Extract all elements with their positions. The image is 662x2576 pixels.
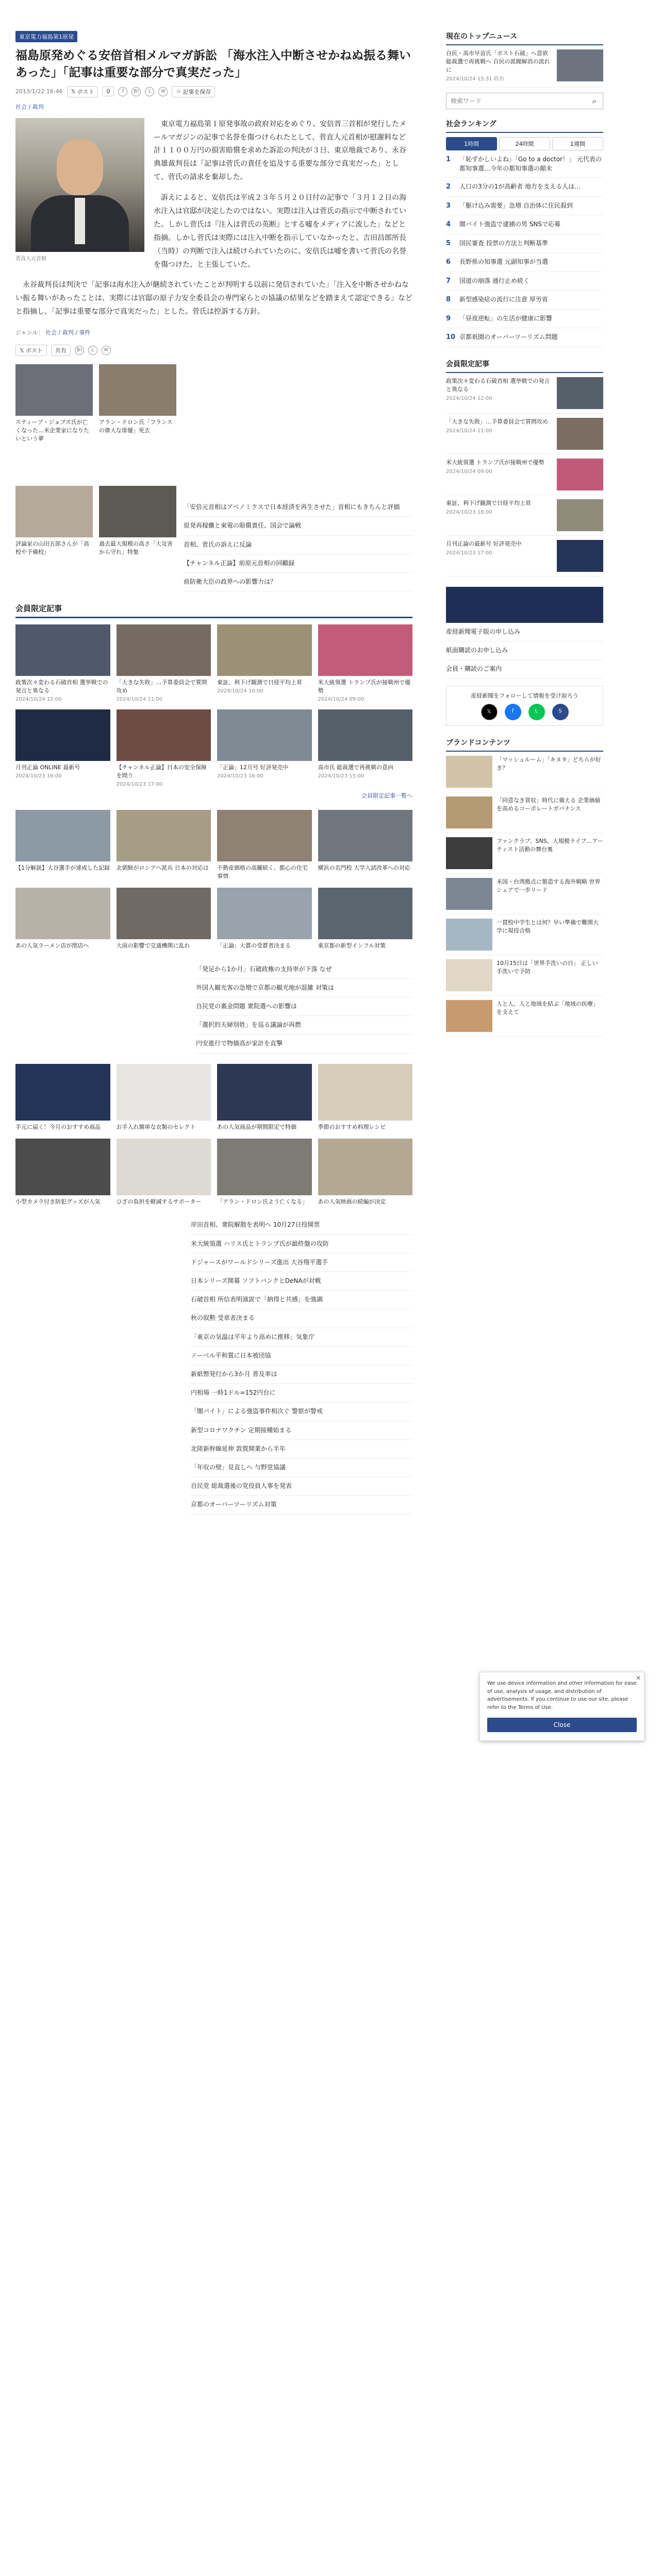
bottom-share-row bbox=[15, 345, 412, 356]
brand-card[interactable]: 「マッシュルーム」「キヌタ」どちらが好き？ bbox=[446, 752, 603, 792]
card-thumbnail bbox=[15, 709, 110, 761]
mail-icon[interactable]: ✉ bbox=[158, 87, 168, 96]
card-thumbnail bbox=[318, 1064, 413, 1121]
text-link[interactable]: 外国人観光客の急増で京都の観光地が混雑 対策は bbox=[196, 979, 412, 997]
follow-icons bbox=[452, 704, 598, 720]
ranking-heading: 社会ランキング bbox=[446, 118, 603, 133]
card-thumbnail bbox=[217, 1139, 312, 1195]
topnews-card[interactable]: 自民・高市早苗氏「ポスト石破」へ意欲 総裁選で再挑戦へ 自民の派閥解消の流れに 2024/10/24 15:31 政治 bbox=[446, 45, 603, 88]
text-link[interactable]: 石破首相 所信表明演説で「納得と共感」を強調 bbox=[191, 1291, 412, 1309]
text-link[interactable]: 「発足から1か月」石破政権の支持率が下落 なぜ bbox=[196, 960, 412, 979]
news-card[interactable]: 不動産価格の高騰続く、都心の住宅事情 bbox=[217, 810, 312, 880]
tab-1hour[interactable]: 1時間 bbox=[446, 137, 497, 150]
article-photo bbox=[15, 118, 144, 262]
shop-card[interactable]: 手元に届く！今月のおすすめ商品 bbox=[15, 1064, 110, 1131]
x-icon[interactable]: 𝕏 bbox=[481, 704, 498, 720]
ranking-item[interactable]: 10 京都祇園のオーバーツーリズム問題 bbox=[446, 328, 603, 347]
news-card[interactable]: あの人気ラーメン店が閉店へ bbox=[15, 888, 110, 950]
text-link[interactable]: 日本シリーズ開幕 ソフトバンクとDeNAが対戦 bbox=[191, 1272, 412, 1291]
text-link[interactable]: ノーベル平和賞に日本被団協 bbox=[191, 1347, 412, 1365]
ranking-item[interactable]: 1 「恥ずかしいよね」「Go to a doctor！」 元代表の都知事選…今年の都知事選の顛末 bbox=[446, 150, 603, 178]
related-block bbox=[15, 364, 412, 591]
brand-card[interactable]: ファンクラブ、SNS、大規模ライブ…アーティスト活動の舞台裏 bbox=[446, 833, 603, 874]
text-link[interactable]: 「東京の気温は平年より高めに推移」気象庁 bbox=[191, 1328, 412, 1347]
shop-card[interactable]: あの人気商品が期間限定で特価 bbox=[217, 1064, 312, 1131]
photo-card[interactable]: 評論家の山田五郎さんが「高校や予備校」 bbox=[15, 486, 93, 592]
card-thumbnail bbox=[99, 364, 176, 416]
card-thumbnail bbox=[446, 1000, 492, 1032]
article-paragraph: 訴えによると、安倍氏は平成２３年５月２０日付の記事で「３月１２日の海水注入は官邸が決定したのではない。実際は注入は菅氏の指示で中断されていた。しかし菅氏は『注入は菅氏の英断』とする嘘をメディアに流した」などと指摘。しかし菅氏は実際には注入中断を指示していなかったと、吉田昌郎所長（当時）の判断で注入は続けられていたのに、安倍氏は嘘を書いて菅氏の名誉を傷つけた、と主張していた。 bbox=[154, 194, 406, 269]
service-links bbox=[446, 623, 603, 679]
text-link[interactable]: 岸田首相、衆院解散を表明へ 10月27日投開票 bbox=[191, 1216, 412, 1234]
card-thumbnail bbox=[557, 49, 603, 81]
members-heading: 会員限定記事 bbox=[446, 359, 603, 373]
post-button-bottom[interactable]: 𝕏 ポスト bbox=[15, 345, 47, 356]
recommend-card[interactable]: 高市氏 総裁選で再挑戦の意向 2024/10/23 15:00 bbox=[318, 709, 413, 787]
shop-card[interactable]: ひざの負担を軽減するサポーター bbox=[117, 1139, 211, 1206]
ranking-item[interactable]: 2 人口の3分の1が高齢者 地方を支える人は… bbox=[446, 178, 603, 197]
line-icon[interactable]: L bbox=[145, 87, 154, 96]
recommend-card[interactable]: 米大統領選 トランプ氏が接戦州で優勢 2024/10/24 09:00 bbox=[318, 624, 413, 702]
recommend-card[interactable]: 東証、利下げ観測で日経平均上昇 2024/10/24 10:00 bbox=[217, 624, 312, 702]
card-thumbnail bbox=[318, 1139, 413, 1195]
card-thumbnail bbox=[217, 709, 312, 761]
card-thumbnail bbox=[557, 540, 603, 572]
card-thumbnail bbox=[557, 418, 603, 450]
facebook-icon[interactable]: f bbox=[505, 704, 521, 720]
brand-card[interactable]: 人と人、人と地域を結ぶ「地域の医療」を支えて bbox=[446, 996, 603, 1037]
text-link[interactable]: 京都のオーバーツーリズム対策 bbox=[191, 1496, 412, 1514]
text-link[interactable]: 自民党の裏金問題 衆院選への影響は bbox=[196, 997, 412, 1016]
brand-card[interactable]: 10月15日は「世界手洗いの日」 正しい手洗いで予防 bbox=[446, 955, 603, 996]
shop-card[interactable]: あの人気映画の続編が決定 bbox=[318, 1139, 413, 1206]
card-thumbnail bbox=[446, 919, 492, 951]
recommend-card[interactable]: 「大きな失敗」…予算委員会で質問攻め 2024/10/24 11:00 bbox=[117, 624, 211, 702]
card-thumbnail bbox=[557, 459, 603, 490]
recommend-grid-2 bbox=[15, 810, 412, 950]
card-thumbnail bbox=[318, 810, 413, 861]
main-column bbox=[15, 31, 412, 1514]
members-card[interactable]: 政策次々変わる石破首相 選挙戦での発言と異なる 2024/10/24 12:00 bbox=[446, 373, 603, 414]
text-link[interactable]: 首相、菅氏の訴えに反論 bbox=[184, 536, 412, 554]
article-title: 福島原発めぐる安倍首相メルマガ訴訟 「海水注入中断させかねぬ振る舞いあった」「記事は重要な部分で真実だった」 bbox=[15, 49, 411, 80]
members-card[interactable]: 東証、利下げ観測で日経平均上昇 2024/10/23 18:00 bbox=[446, 495, 603, 536]
share-count: 0 bbox=[102, 87, 114, 96]
ranking-item[interactable]: 6 長野県の知事選 元副知事が当選 bbox=[446, 253, 603, 272]
article-paragraph: 永谷裁判長は判決で「記事は海水注入が継続されていたことが判明する以前に発信されていた」「注入を中断させかねない振る舞いがあったことは、実際には官邸の原子力安全委員会の専門家らとの協議の結果などを踏まえて認定できる」などと指摘し、「記事は重要な部分で真実だった」とした。菅氏は控訴する方針。 bbox=[15, 281, 412, 316]
service-link[interactable]: 紙面購読のお申し込み bbox=[446, 641, 603, 660]
article-date: 2013/1/22 16:46 bbox=[15, 88, 63, 95]
card-thumbnail bbox=[446, 796, 492, 828]
brand-card[interactable]: 一貫校中学生とは何？早い準備で難関大学に現役合格 bbox=[446, 914, 603, 955]
text-link[interactable]: 新紙幣発行から3か月 普及率は bbox=[191, 1365, 412, 1384]
cookie-close-button[interactable]: Close bbox=[487, 1718, 637, 1732]
hatena-icon[interactable]: B! bbox=[131, 87, 141, 96]
recommend-card[interactable]: 政策次々変わる石破首相 選挙戦での発言と異なる 2024/10/24 12:00 bbox=[15, 624, 110, 702]
card-thumbnail bbox=[318, 624, 413, 676]
shop-card[interactable]: 「アラン・ドロン氏よう亡くなる」 bbox=[217, 1139, 312, 1206]
card-thumbnail bbox=[117, 709, 211, 761]
ranking-tabs bbox=[446, 137, 603, 150]
brand-card[interactable]: 「同意なき買収」時代に備える 企業価値を高めるコーポレートガバナンス bbox=[446, 792, 603, 833]
recommend-card[interactable]: 月刊正論 ONLINE 最新号 2024/10/23 18:00 bbox=[15, 709, 110, 787]
text-link[interactable]: 自民党 総裁選後の党役員人事を発表 bbox=[191, 1477, 412, 1496]
text-link[interactable]: 「選択的夫婦別姓」を巡る議論が再燃 bbox=[196, 1016, 412, 1035]
members-card[interactable]: 月刊正論の最新号 好評発売中 2024/10/23 17:00 bbox=[446, 536, 603, 577]
card-thumbnail bbox=[318, 888, 413, 939]
brand-heading: ブランドコンテンツ bbox=[446, 737, 603, 752]
x-icon: 𝕏 bbox=[71, 88, 76, 95]
genre-links[interactable]: 社会 / 裁判 / 事件 bbox=[45, 329, 91, 336]
card-thumbnail bbox=[15, 1064, 110, 1121]
bookmark-icon: ☆ bbox=[176, 88, 181, 95]
hatena-icon[interactable]: B! bbox=[75, 346, 84, 355]
news-card[interactable]: 北朝鮮がロシアへ派兵 日本の対応は bbox=[117, 810, 211, 880]
text-link[interactable]: 北陸新幹線延伸 敦賀開業から半年 bbox=[191, 1440, 412, 1459]
text-link[interactable]: 前防衛大臣の政界への影響力は？ bbox=[184, 573, 412, 591]
follow-box bbox=[446, 686, 603, 726]
portrait-image bbox=[15, 118, 144, 252]
card-thumbnail bbox=[117, 1064, 211, 1121]
tab-1week[interactable]: 1週間 bbox=[552, 137, 603, 150]
card-thumbnail bbox=[318, 709, 413, 761]
news-card[interactable]: 大雨の影響で交通機関に乱れ bbox=[117, 888, 211, 950]
photo-card[interactable]: スティーブ・ジョブズ氏が亡くなった…米企業家になりたいという夢 bbox=[15, 364, 93, 478]
genre-row: ジャンル： 社会 / 裁判 / 事件 bbox=[15, 329, 91, 336]
service-link[interactable]: 会員・購読のご案内 bbox=[446, 660, 603, 679]
article-breadcrumb[interactable]: 社会 / 裁判 bbox=[15, 103, 44, 110]
related-text-links bbox=[184, 364, 412, 591]
search-icon[interactable]: ⌕ bbox=[592, 96, 597, 106]
card-thumbnail bbox=[15, 888, 110, 939]
text-link[interactable]: 円安進行で物価高が家計を直撃 bbox=[196, 1035, 412, 1053]
ranking-item[interactable]: 5 国民審査 投票の方法と判断基準 bbox=[446, 234, 603, 253]
brand-card[interactable]: 米国・台湾拠点に製造する海外戦略 世界シェアで一歩リード bbox=[446, 874, 603, 914]
bookmark-button[interactable]: ☆ 記事を保存 bbox=[172, 86, 215, 97]
photo-card[interactable]: 過去最大規模の高さ「大災害から守れ」特集 bbox=[99, 486, 176, 592]
cookie-notice bbox=[479, 1672, 644, 1741]
tab-24hours[interactable]: 24時間 bbox=[499, 137, 550, 150]
search-input[interactable] bbox=[446, 93, 586, 109]
photo-card[interactable]: アラン・ドロン氏「フランスの偉大な俳優」死去 bbox=[99, 364, 176, 478]
line-icon[interactable]: L bbox=[88, 346, 97, 355]
category-tag[interactable]: 東京電力福島第1原発 bbox=[15, 31, 77, 42]
ranking-item[interactable]: 9 「昼夜逆転」の生活が健康に影響 bbox=[446, 310, 603, 329]
shop-grid bbox=[15, 1064, 412, 1206]
card-thumbnail bbox=[117, 888, 211, 939]
card-thumbnail bbox=[446, 878, 492, 910]
app-icon[interactable]: S bbox=[552, 704, 569, 720]
card-thumbnail bbox=[15, 364, 93, 416]
sidebar bbox=[446, 31, 603, 1037]
text-link[interactable]: ドジャースがワールドシリーズ進出 大谷翔平選手 bbox=[191, 1253, 412, 1272]
news-card[interactable]: 「正論」大賞の受賞者決まる bbox=[217, 888, 312, 950]
text-link[interactable]: 「安倍元首相はアベノミクスで日本経済を再生させた」首相にもきちんと評価 bbox=[184, 498, 412, 517]
follow-text: 産経新聞をフォローして情報を受け取ろう bbox=[471, 692, 578, 700]
line-icon[interactable]: L bbox=[528, 704, 545, 720]
text-link[interactable]: 円相場 一時1ドル=152円台に bbox=[191, 1384, 412, 1402]
ranking-item[interactable]: 3 「駆け込み需要」急増 自治体に住民殺到 bbox=[446, 197, 603, 216]
text-link[interactable]: 【チャンネル正論】前原元首相の回顧録 bbox=[184, 554, 412, 573]
text-link[interactable]: 新型コロナワクチン 定期接種始まる bbox=[191, 1421, 412, 1440]
recommend-grid bbox=[15, 624, 412, 787]
card-thumbnail bbox=[446, 837, 492, 869]
topnews-heading: 現在のトップニュース bbox=[446, 31, 603, 45]
members-card[interactable]: 「大きな失敗」…予算委員会で質問攻め 2024/10/24 11:00 bbox=[446, 414, 603, 454]
card-thumbnail bbox=[15, 810, 110, 861]
members-card[interactable]: 米大統領選 トランプ氏が接戦州で優勢 2024/10/24 09:00 bbox=[446, 454, 603, 495]
article-paragraph: 東京電力福島第１原発事故の政府対応をめぐり、安倍晋三首相が発行したメールマガジンの記事で名誉を傷つけられたとして、菅直人元首相が慰謝料など計１１００万円の損害賠償を求めた訴訟の判決が３日、東京地裁であり、永谷典雄裁判長は「記事は菅氏の責任を追及する重要な部分で真実だった」として、菅氏の請求を棄却した。 bbox=[154, 120, 406, 182]
text-link[interactable]: 原発再稼働と東電の賠償責任、国会で論戦 bbox=[184, 517, 412, 535]
close-icon[interactable]: ✕ bbox=[635, 1674, 641, 1682]
mail-icon[interactable]: ✉ bbox=[102, 346, 111, 355]
card-thumbnail bbox=[217, 624, 312, 676]
shop-card[interactable]: 季節のおすすめ料理レシピ bbox=[318, 1064, 413, 1131]
card-thumbnail bbox=[15, 1139, 110, 1195]
cookie-text: We use device information and other information for ease of use, analysis of usage, and distribution of advertisements. If you continue to use our site, please refer to the Terms of Use. bbox=[487, 1681, 637, 1710]
ranking-item[interactable]: 4 闇バイト強盗で逮捕の男 SNSで応募 bbox=[446, 215, 603, 234]
sankei-banner[interactable] bbox=[446, 587, 603, 623]
photo-caption: 菅直人元首相 bbox=[15, 256, 46, 262]
card-thumbnail bbox=[446, 959, 492, 991]
card-thumbnail bbox=[557, 377, 603, 409]
text-link[interactable]: 米大統領選 ハリス氏とトランプ氏が最終盤の攻防 bbox=[191, 1235, 412, 1253]
card-thumbnail bbox=[217, 888, 312, 939]
card-thumbnail bbox=[99, 486, 176, 537]
card-thumbnail bbox=[217, 810, 312, 861]
card-thumbnail bbox=[117, 624, 211, 676]
long-link-list bbox=[191, 1216, 412, 1514]
card-thumbnail bbox=[117, 810, 211, 861]
recommend-heading: 会員限定記事 bbox=[15, 603, 412, 618]
post-button[interactable]: 𝕏 ポスト bbox=[67, 86, 98, 97]
card-thumbnail bbox=[117, 1139, 211, 1195]
news-card[interactable]: 【1分解説】大谷選手が達成した記録 bbox=[15, 810, 110, 880]
card-thumbnail bbox=[217, 1064, 312, 1121]
ranking-list bbox=[446, 150, 603, 347]
service-link[interactable]: 産経新聞電子版の申し込み bbox=[446, 623, 603, 641]
card-thumbnail bbox=[15, 624, 110, 676]
ranking-item[interactable]: 8 新型感染症の流行に注意 厚労省 bbox=[446, 291, 603, 310]
related-photo-grid bbox=[15, 364, 176, 591]
facebook-icon[interactable]: f bbox=[118, 87, 127, 96]
ranking-item[interactable]: 7 国道の崩落 通行止め続く bbox=[446, 272, 603, 291]
recommend-more-link[interactable]: 会員限定記事一覧へ bbox=[361, 792, 412, 799]
text-link[interactable]: 秋の叙勲 受章者決まる bbox=[191, 1309, 412, 1328]
article-meta bbox=[15, 86, 412, 97]
shop-card[interactable]: 小型カメラ付き防犯グッズが人気 bbox=[15, 1139, 110, 1206]
search-box bbox=[446, 93, 603, 109]
recommend-card[interactable]: 【チャンネル正論】日本の安全保障を問う 2024/10/23 17:00 bbox=[117, 709, 211, 787]
share-button-bottom[interactable]: 共有 bbox=[51, 345, 71, 356]
text-link[interactable]: 「年収の壁」見直しへ 与野党協議 bbox=[191, 1459, 412, 1477]
shop-card[interactable]: お手入れ簡単な衣類のセレクト bbox=[117, 1064, 211, 1131]
mid-link-list bbox=[196, 960, 412, 1054]
news-card[interactable]: 東京都の新型インフル対策 bbox=[318, 888, 413, 950]
news-card[interactable]: 横浜の名門校 大学入試改革への対応 bbox=[318, 810, 413, 880]
card-thumbnail bbox=[446, 756, 492, 788]
text-link[interactable]: 「闇バイト」による強盗事件相次ぐ 警察が警戒 bbox=[191, 1402, 412, 1421]
card-thumbnail bbox=[557, 499, 603, 531]
recommend-card[interactable]: 「正論」12月号 好評発売中 2024/10/23 16:00 bbox=[217, 709, 312, 787]
card-thumbnail bbox=[15, 486, 93, 537]
